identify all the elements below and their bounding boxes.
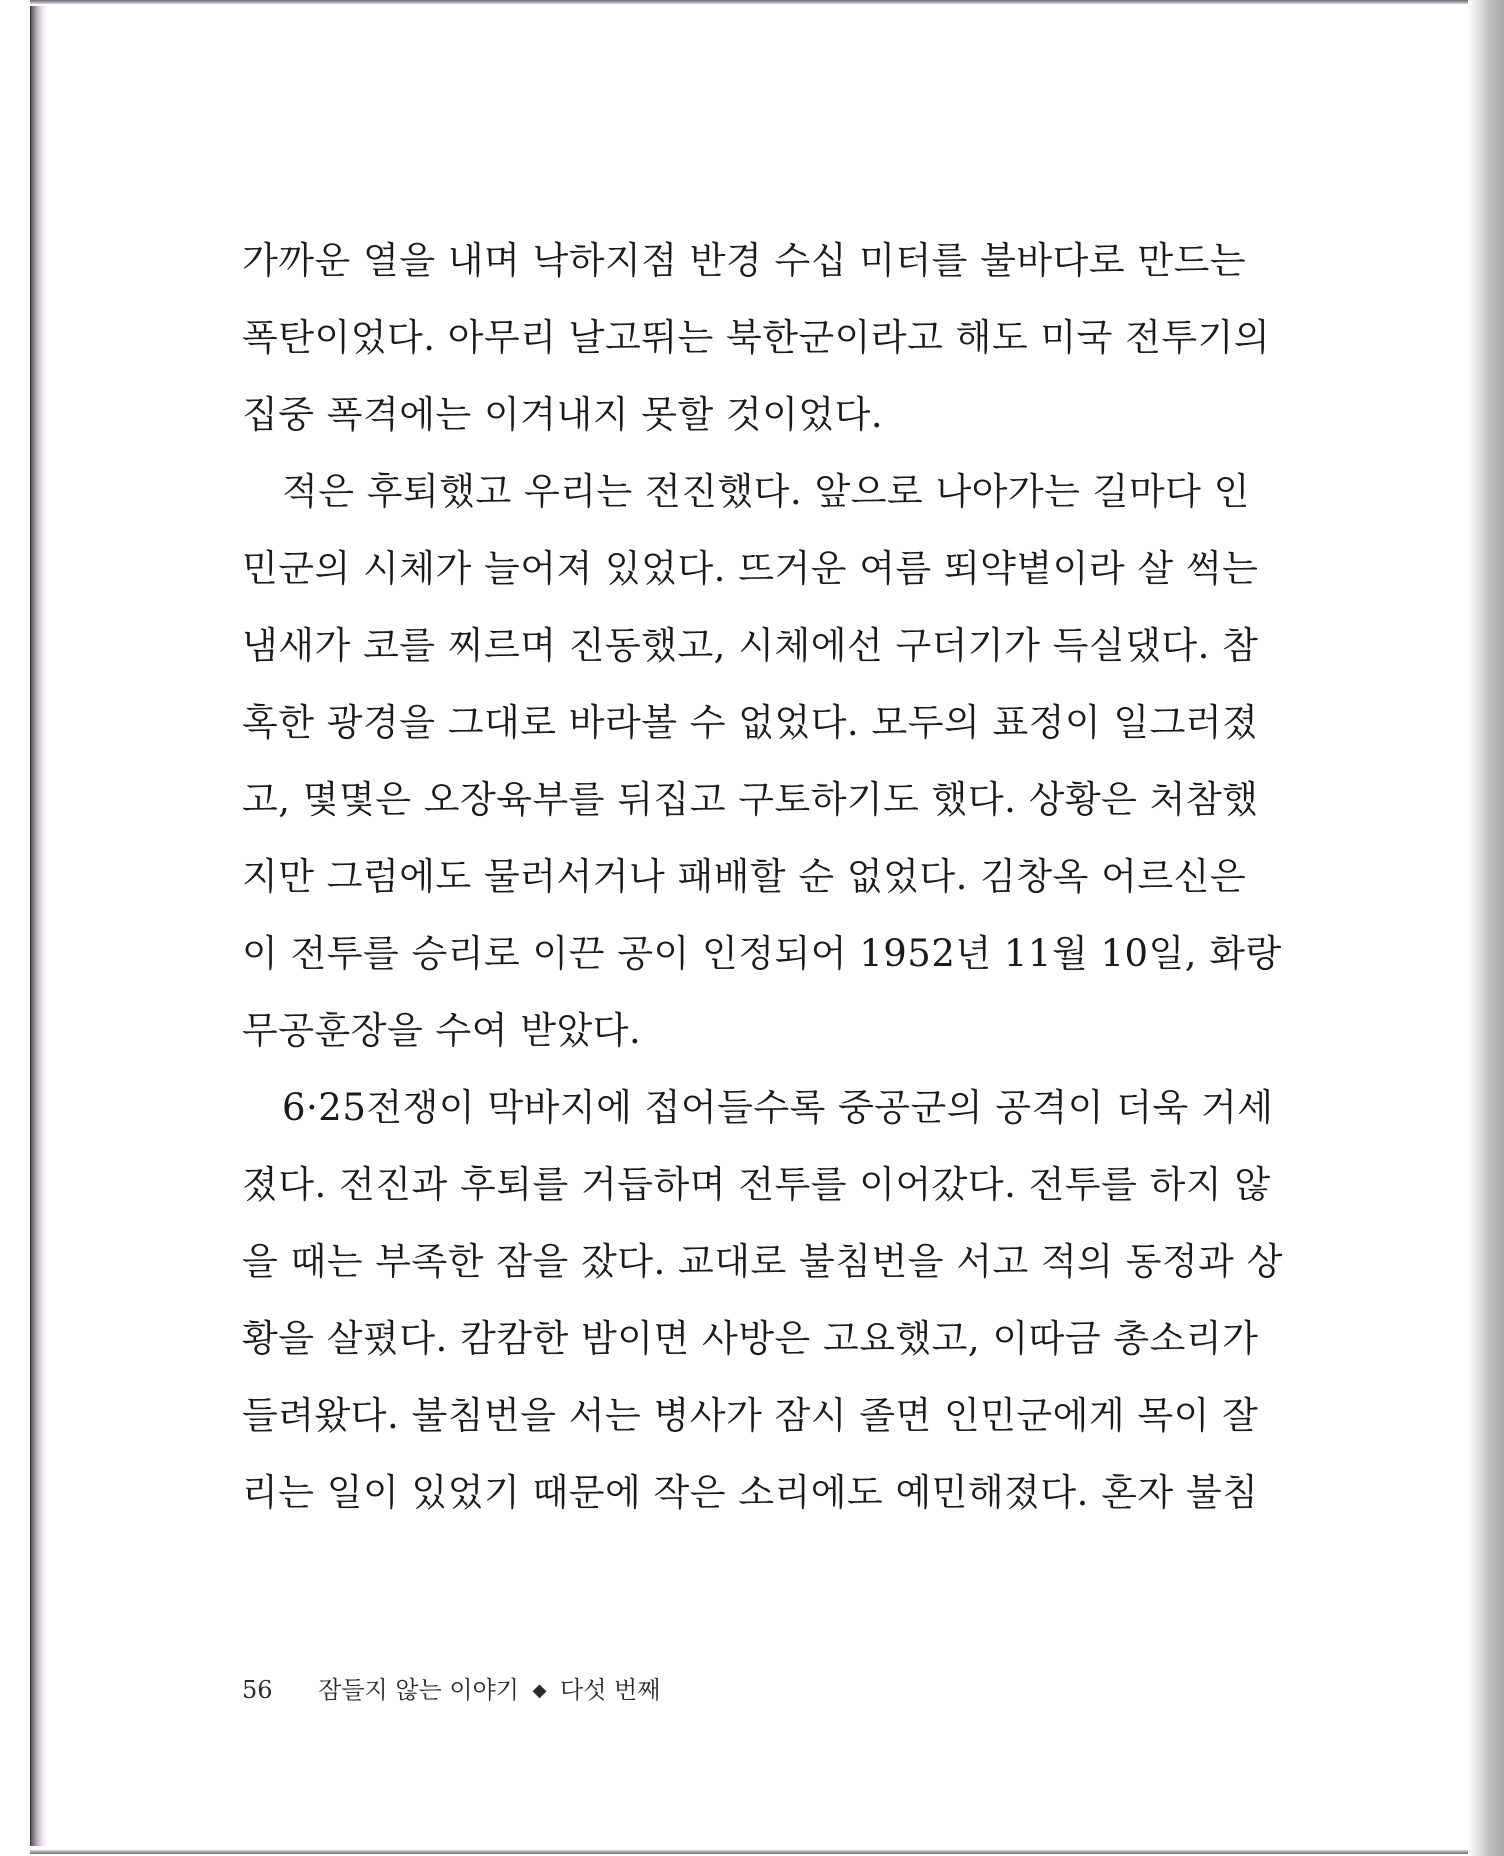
page-top-edge — [30, 0, 1480, 4]
chapter-label: 다섯 번째 — [560, 1676, 661, 1704]
text-line: 가까운 열을 내며 낙하지점 반경 수십 미터를 불바다로 만드는 — [242, 239, 1247, 282]
paragraph-1 — [242, 222, 1271, 453]
page-number: 56 — [242, 1676, 273, 1704]
text-line: 집중 폭격에는 이겨내지 못할 것이었다. — [242, 393, 884, 436]
page-bottom-edge — [30, 1850, 1480, 1854]
text-line: 을 때는 부족한 잠을 잤다. 교대로 불침번을 서고 적의 동정과 상 — [242, 1240, 1283, 1283]
text-line: 무공훈장을 수여 받았다. — [242, 1009, 642, 1052]
text-line: 폭탄이었다. 아무리 날고뛰는 북한군이라고 해도 미국 전투기의 — [242, 316, 1271, 359]
text-line: 냄새가 코를 찌르며 진동했고, 시체에선 구더기가 득실댔다. 참 — [242, 624, 1259, 667]
book-title: 잠들지 않는 이야기 — [318, 1676, 519, 1704]
page-right-shadow — [1468, 0, 1504, 1856]
body-text — [242, 222, 1283, 1531]
text-line: 들려왔다. 불침번을 서는 병사가 잠시 졸면 인민군에게 목이 잘 — [242, 1394, 1259, 1437]
page-footer — [242, 1670, 660, 1705]
paragraph-3 — [242, 1069, 1283, 1531]
text-line: 고, 몇몇은 오장육부를 뒤집고 구토하기도 했다. 상황은 처참했 — [242, 778, 1259, 821]
text-line: 민군의 시체가 늘어져 있었다. 뜨거운 여름 뙤약볕이라 살 썩는 — [242, 547, 1259, 590]
text-line: 이 전투를 승리로 이끈 공이 인정되어 1952년 11월 10일, 화랑 — [242, 932, 1282, 975]
text-line: 리는 일이 있었기 때문에 작은 소리에도 예민해졌다. 혼자 불침 — [242, 1471, 1259, 1514]
text-line: 졌다. 전진과 후퇴를 거듭하며 전투를 이어갔다. 전투를 하지 않 — [242, 1163, 1271, 1206]
text-line: 황을 살폈다. 캄캄한 밤이면 사방은 고요했고, 이따금 총소리가 — [242, 1317, 1259, 1360]
paragraph-2 — [242, 453, 1282, 1069]
text-line: 적은 후퇴했고 우리는 전진했다. 앞으로 나아가는 길마다 인 — [282, 470, 1250, 513]
text-line: 지만 그럼에도 물러서거나 패배할 순 없었다. 김창옥 어르신은 — [242, 855, 1247, 898]
text-line: 6·25전쟁이 막바지에 접어들수록 중공군의 공격이 더욱 거세 — [282, 1086, 1274, 1129]
diamond-icon: ◆ — [532, 1680, 547, 1701]
text-line: 혹한 광경을 그대로 바라볼 수 없었다. 모두의 표정이 일그러졌 — [242, 701, 1259, 744]
page-stack-edge — [30, 6, 47, 1846]
